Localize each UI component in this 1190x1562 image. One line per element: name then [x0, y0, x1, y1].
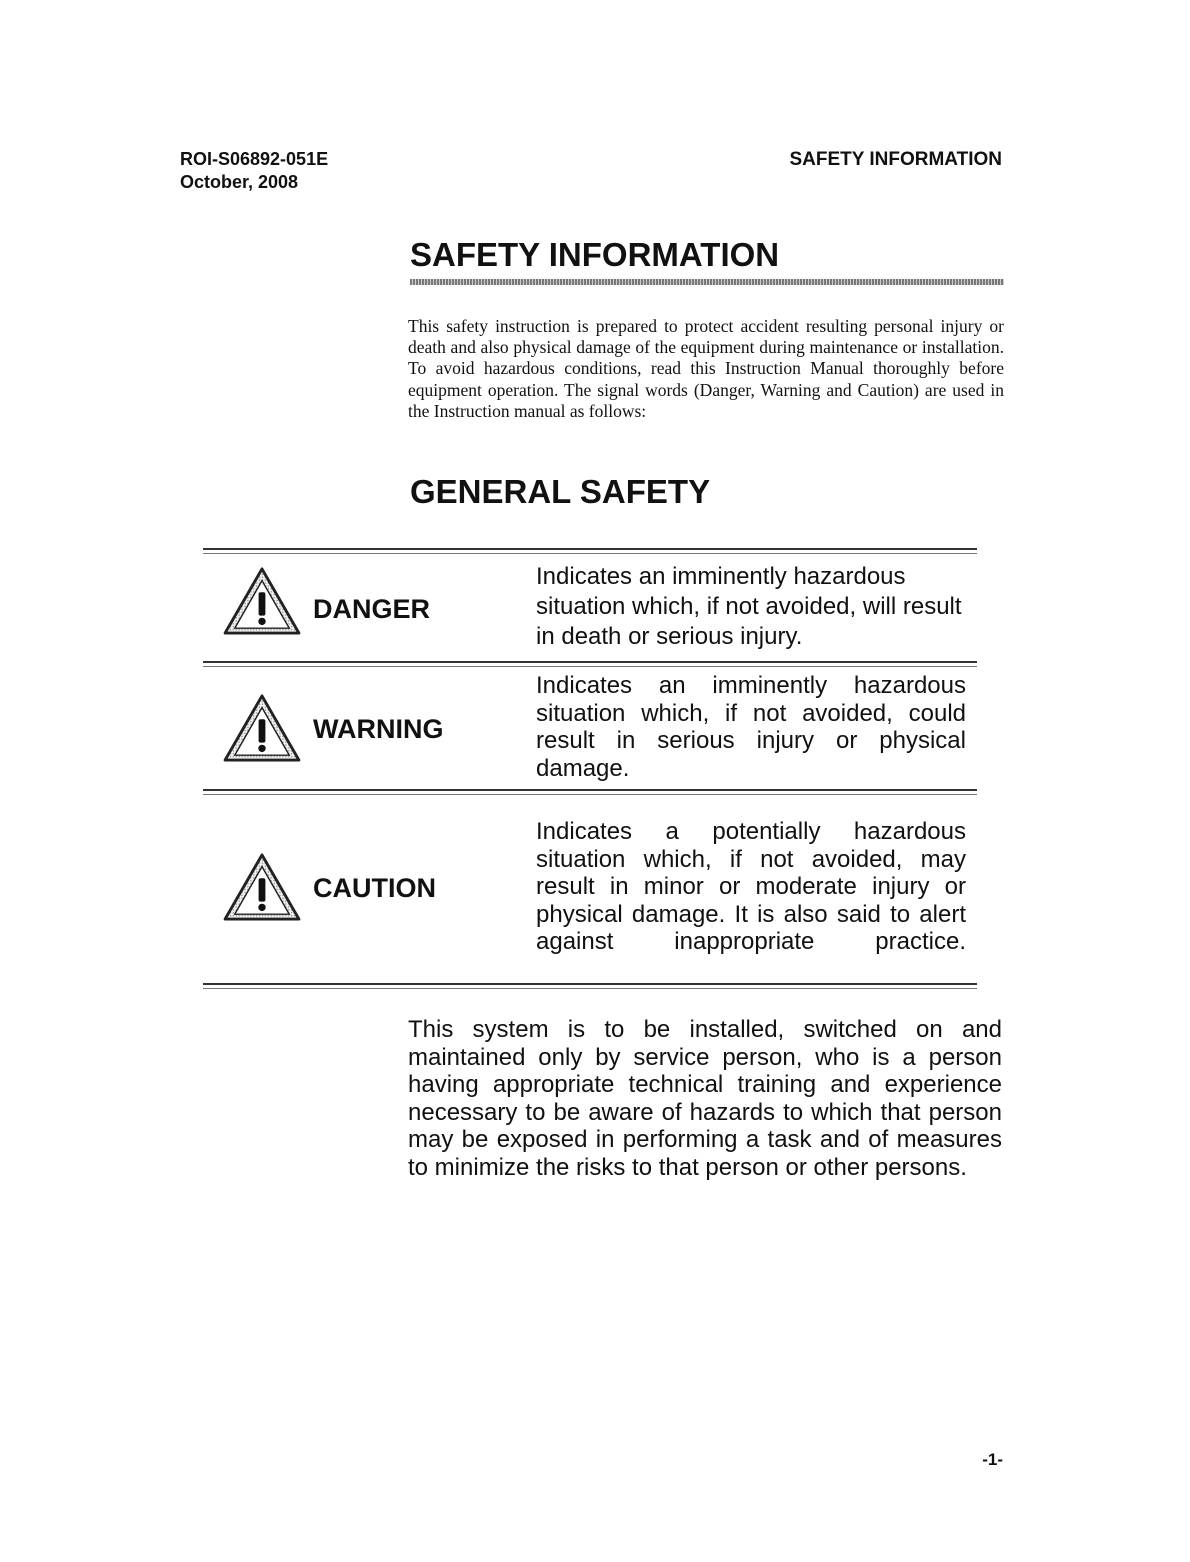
table-rule: [203, 548, 977, 554]
table-rule: [203, 661, 977, 667]
service-person-notice: This system is to be installed, switched on and maintained only by service person, who is a person having appropriate technical training and experience necessary to be aware of hazards to which that person may be exposed in performing a task and of measures to minimize the risks to that person or other persons.: [408, 1016, 1002, 1181]
signal-description-warning: Indicates an imminently hazardous situation which, if not avoided, could result in serious injury or physical damage.: [536, 672, 966, 782]
warning-triangle-icon: [223, 853, 301, 921]
signal-row-caution: [203, 818, 977, 958]
signal-word-danger: DANGER: [313, 594, 431, 624]
signal-row-warning: [203, 672, 977, 786]
section-title: GENERAL SAFETY: [410, 473, 711, 510]
intro-paragraph: This safety instruction is prepared to protect accident resulting personal injury or death and also physical damage of the equipment during maintenance or installation. To avoid hazardous conditions, read this Instruction Manual thoroughly before equipment operation. The signal words (Danger, Warning and Caution) are used in the Instruction manual as follows:: [408, 316, 1004, 421]
signal-description-danger: Indicates an imminently hazardous situation which, if not avoided, will result in death or serious injury.: [536, 563, 962, 650]
document-date: October, 2008: [180, 172, 299, 192]
page-number: -1-: [982, 1450, 1003, 1469]
signal-description-caution: Indicates a potentially hazardous situation which, if not avoided, may result in minor or moderate injury or physical damage. It is also said to alert against inappropriate practice.: [536, 818, 966, 955]
title-underline: [410, 279, 1004, 285]
running-header: SAFETY INFORMATION: [789, 149, 1002, 170]
warning-triangle-icon: [223, 694, 301, 762]
signal-word-caution: CAUTION: [313, 873, 436, 903]
page-title: SAFETY INFORMATION: [410, 236, 780, 273]
table-rule: [203, 789, 977, 795]
table-rule: [203, 983, 977, 989]
document-id: ROI-S06892-051E: [180, 149, 329, 169]
signal-word-warning: WARNING: [313, 714, 444, 744]
signal-row-danger: [203, 562, 977, 657]
warning-triangle-icon: [223, 567, 301, 635]
